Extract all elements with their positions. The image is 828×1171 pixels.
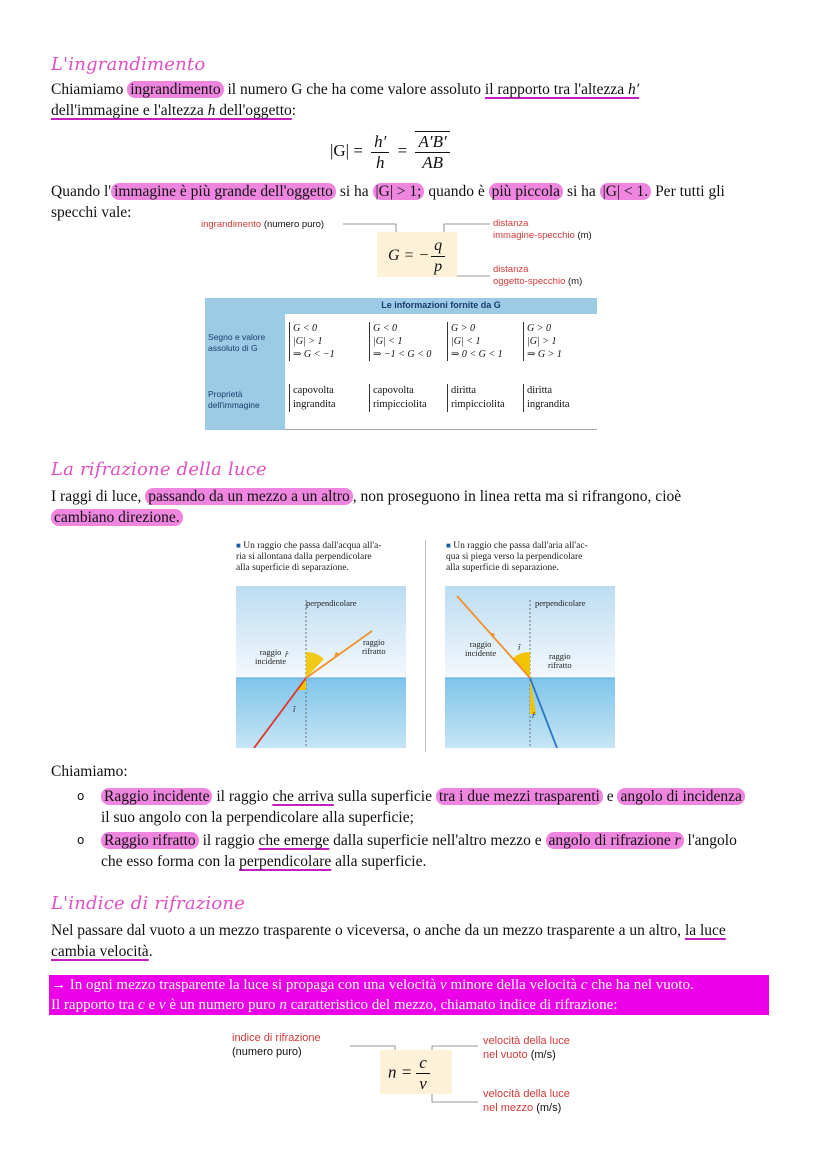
diagram-left-angle-r: r̂ xyxy=(285,649,289,659)
underline-rapporto: il rapporto tra l'altezza h′ xyxy=(484,81,640,98)
table-col4-prop: diritta ingrandita xyxy=(523,384,570,412)
label-indice-numero-puro: indice di rifrazione (numero puro) xyxy=(232,1032,321,1058)
table-row-label-segno: Segno e valore assoluto di G xyxy=(208,332,266,353)
diagram-left-water-to-air xyxy=(236,586,406,748)
diagram-right-raggio-incidente: raggio incidente xyxy=(465,639,497,658)
table-col2-prop: capovolta rimpicciolita xyxy=(369,384,427,412)
paragraph-indice: Nel passare dal vuoto a un mezzo trasparente o viceversa, o anche da un mezzo trasparente a un altro, la luce cambia velocità. xyxy=(51,922,726,960)
diagram-left-angle-i: î xyxy=(293,704,296,714)
highlight-ingrandimento: ingrandimento xyxy=(127,81,223,98)
label-ingrandimento-numero-puro: ingrandimento (numero puro) xyxy=(201,219,325,230)
label-velocita-vuoto: velocità della luce nel vuoto (m/s) xyxy=(483,1035,570,1061)
highlight-banner xyxy=(49,975,769,1015)
label-velocita-mezzo: velocità della luce nel mezzo (m/s) xyxy=(483,1088,570,1114)
label-distanza-oggetto: distanza oggetto-specchio (m) xyxy=(493,264,583,287)
info-table xyxy=(205,298,597,430)
paragraph-grande-piccola: Quando l' immagine è più grande dell'oggetto si ha |G| > 1; quando è più piccola si ha |G| < 1. Per tutti gli specchi vale: xyxy=(51,183,725,221)
table-title: Le informazioni fornite da G xyxy=(381,300,501,310)
table-col3-prop: diritta rimpicciolita xyxy=(447,384,505,412)
underline-immagine-oggetto: dell'immagine e l'altezza h dell'oggetto xyxy=(51,102,292,119)
table-col1-sign: G < 0 |G| > 1 ⇒ G < −1 xyxy=(289,322,335,361)
diagram-separator xyxy=(425,540,426,752)
banner-line-2: Il rapporto tra c e v è un numero puro n caratteristico del mezzo, chiamato indice di rifrazione: xyxy=(51,997,618,1013)
diagram-right-raggio-rifratto: raggio rifratto xyxy=(548,651,572,670)
banner-line-1: → In ogni mezzo trasparente la luce si propaga con una velocità v minore della velocità c che ha nel vuoto. xyxy=(51,977,694,993)
diagram-left-caption: ■ Un raggio che passa dall'acqua all'a- ria si allontana dalla perpendicolare alla superficie di separazione. xyxy=(236,541,382,573)
heading-indice-rifrazione: L'indice di rifrazione xyxy=(51,893,246,914)
list-item-raggio-incidente: o Raggio incidente il raggio che arriva sulla superficie tra i due mezzi trasparenti e angolo di incidenza il suo angolo con la perpendicolare alla superficie; xyxy=(51,786,781,828)
diagram-right-air-to-water xyxy=(445,586,615,748)
diagram-right-angle-i: î xyxy=(518,642,521,652)
diagram-right-perpendicolare: perpendicolare xyxy=(535,598,586,608)
diagram-left-raggio-rifratto: raggio rifratto xyxy=(362,637,386,656)
table-col2-sign: G < 0 |G| < 1 ⇒ −1 < G < 0 xyxy=(369,322,431,361)
diagram-right-caption: ■ Un raggio che passa dall'aria all'ac- qua si piega verso la perpendicolare alla superficie di separazione. xyxy=(446,541,588,573)
chiamiamo-label: Chiamiamo: xyxy=(51,763,128,780)
diagram-left-perpendicolare: perpendicolare xyxy=(306,598,357,608)
table-col4-sign: G > 0 |G| > 1 ⇒ G > 1 xyxy=(523,322,562,361)
formula-n-equals-c-over-v: n = $\frac{c}{v}$ xyxy=(388,1053,430,1094)
table-col1-prop: capovolta ingrandita xyxy=(289,384,336,412)
paragraph-rifrazione: I raggi di luce, passando da un mezzo a un altro , non proseguono in linea retta ma si rifrangono, cioè cambiano direzione. xyxy=(51,488,682,526)
table-row-label-proprieta: Proprietà dell'immagine xyxy=(208,389,260,410)
definitions-list xyxy=(51,786,781,874)
heading-ingrandimento: L'ingrandimento xyxy=(51,54,206,75)
diagram-right-angle-r: r̂ xyxy=(532,710,536,720)
diagram-left-raggio-incidente: raggio incidente xyxy=(255,647,287,666)
list-item-raggio-rifratto: o Raggio rifratto il raggio che emerge dalla superficie nell'altro mezzo e angolo di rifrazione r l'angolo che esso forma con la perpendicolare alla superficie. xyxy=(77,832,737,870)
formula-g-equals-minus-q-over-p: G = − $\frac{q}{p}$ xyxy=(388,236,445,277)
table-col3-sign: G > 0 |G| < 1 ⇒ 0 < G < 1 xyxy=(447,322,503,361)
label-distanza-immagine: distanza immagine-specchio (m) xyxy=(493,218,592,241)
formula-ingrandimento: |G| = $\frac{h'}{h}$ = $\frac{A'B'}{AB}$ xyxy=(330,131,450,173)
paragraph-ingrandimento-definition: Chiamiamo ingrandimento il numero G che ha come valore assoluto il rapporto tra l'altezza h′ dell'immagine e l'altezza h dell'oggetto: xyxy=(51,81,640,119)
heading-rifrazione: La rifrazione della luce xyxy=(51,459,267,480)
